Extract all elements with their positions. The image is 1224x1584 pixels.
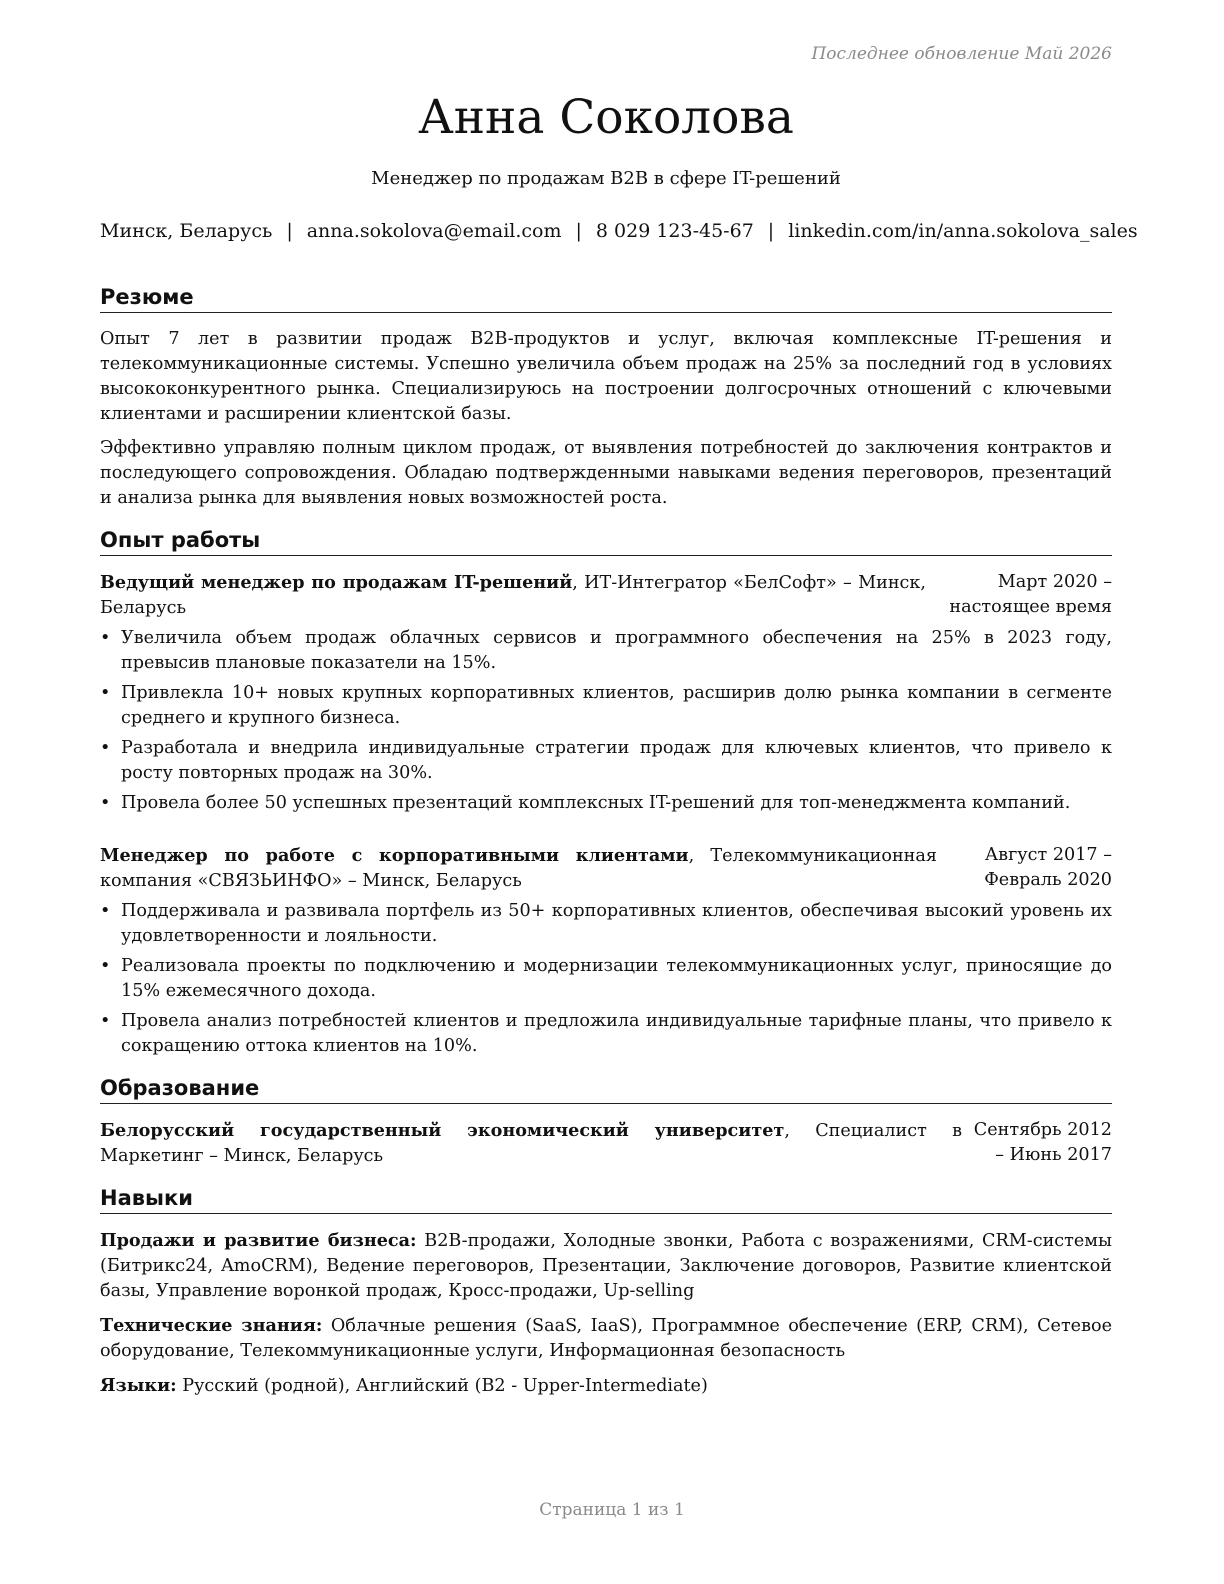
education-section [100,1075,1112,1169]
skill-group [100,1228,1112,1304]
skill-group [100,1313,1112,1364]
job-header [100,570,1112,621]
job-role: Ведущий менеджер по продажам IT-решений [100,572,573,593]
list-item: • Провела более 50 успешных презентаций комплексных IT-решений для топ-менеджмента компаний. [100,791,1112,816]
section-title-education: Образование [100,1075,1112,1104]
contact-separator: | [767,220,775,242]
job-dates: Август 2017 – Февраль 2020 [984,845,1112,890]
summary-paragraph: Эффективно управляю полным циклом продаж, от выявления потребностей до заключения контрактов и последующего сопровождения. Обладаю подтвержденными навыками ведения переговоров, презентаций и анализа рынка для выявления новых возможностей роста. [100,438,1112,508]
skill-group-label: Технические знания: [100,1315,323,1336]
list-item: • Провела анализ потребностей клиентов и предложила индивидуальные тарифные планы, что привело к сокращению оттока клиентов на 10%. [100,1011,1112,1056]
experience-section [100,527,1112,1059]
resume-page [100,0,1138,1399]
job-title: Менеджер по продажам B2B в сфере IT-решений [371,168,841,189]
list-item: • Реализовала проекты по подключению и модернизации телекоммуникационных услуг, приносящие до 15% ежемесячного дохода. [100,956,1112,1001]
job-title-company [100,843,937,894]
job-dates: Март 2020 – настоящее время [949,572,1112,617]
education-dates: Сентябрь 2012 – Июнь 2017 [973,1120,1112,1165]
list-item: • Привлекла 10+ новых крупных корпоративных клиентов, расширив долю рынка компании в сегменте среднего и крупного бизнеса. [100,683,1112,728]
job-achievements [100,899,1112,1059]
skills-section [100,1185,1112,1399]
education-school-degree [100,1118,962,1169]
skill-group-text: Русский (родной), Английский (B2 - Upper-Intermediate) [176,1376,708,1396]
job-entry [100,843,1112,1059]
job-entry [100,570,1112,816]
job-title-company [100,570,926,621]
contact-linkedin[interactable]: linkedin.com/in/anna.sokolova_sales [788,220,1138,242]
list-item: • Разработала и внедрила индивидуальные стратегии продаж для ключевых клиентов, что привело к росту повторных продаж на 30%. [100,738,1112,783]
job-company: , Телекоммуникационная компания «СВЯЗЬИНФО» – Минск, Беларусь [100,846,937,891]
contact-separator: | [575,220,582,242]
contact-email[interactable]: anna.sokolova@email.com [306,220,562,242]
job-header [100,843,1112,894]
education-school: Белорусский государственный экономический университет [100,1120,785,1141]
page-number: Страница 1 из 1 [539,1500,685,1520]
section-title-experience: Опыт работы [100,527,1112,556]
summary-paragraph: Опыт 7 лет в развитии продаж B2B-продуктов и услуг, включая комплексные IT-решения и телекоммуникационные системы. Успешно увеличила объем продаж на 25% за последний год в условиях высококонкурентного рынка. Специализируюсь на построении долгосрочных отношений с ключевыми клиентами и расширении клиентской базы. [100,329,1112,424]
list-item: • Увеличила объем продаж облачных сервисов и программного обеспечения на 25% в 2023 году, превысив плановые показатели на 15%. [100,628,1112,673]
bullet-icon: • [100,901,111,921]
skill-group-label: Языки: [100,1375,177,1396]
bullet-icon: • [100,1011,111,1031]
job-achievements [100,626,1112,816]
bullet-icon: • [100,956,111,976]
bullet-icon: • [100,683,111,703]
contact-separator: | [286,220,293,242]
last-updated: Последнее обновление Май 2026 [811,44,1112,64]
skill-group-label: Продажи и развитие бизнеса: [100,1230,417,1251]
contact-phone[interactable]: 8 029 123-45-67 [595,220,754,242]
contact-location: Минск, Беларусь [100,220,273,242]
skill-group [100,1373,1112,1399]
job-company: , ИТ-Интегратор «БелСофт» – Минск, Беларусь [100,573,926,618]
skill-group-text: B2B-продажи, Холодные звонки, Работа с возражениями, CRM-системы (Битрикс24, AmoCRM), Ведение переговоров, Презентации, Заключение договоров, Развитие клиентской базы, Управление воронкой продаж, Кросс-продажи, Up-selling [100,1231,1112,1301]
section-title-skills: Навыки [100,1185,1112,1214]
education-entry [100,1118,1112,1169]
candidate-name: Анна Соколова [418,90,794,145]
bullet-icon: • [100,738,111,758]
section-title-summary: Резюме [100,284,1112,313]
education-degree: , Специалист в Маркетинг – Минск, Беларусь [100,1121,962,1166]
skill-group-text: Облачные решения (SaaS, IaaS), Программное обеспечение (ERP, CRM), Сетевое оборудование, Телекоммуникационные услуги, Информационная безопасность [100,1316,1113,1361]
summary-section [100,284,1112,511]
bullet-icon: • [100,793,111,813]
contact-line [100,218,1138,244]
job-role: Менеджер по работе с корпоративными клиентами [100,845,689,866]
list-item: • Поддерживала и развивала портфель из 50+ корпоративных клиентов, обеспечивая высокий уровень их удовлетворенности и лояльности. [100,901,1112,946]
bullet-icon: • [100,628,111,648]
